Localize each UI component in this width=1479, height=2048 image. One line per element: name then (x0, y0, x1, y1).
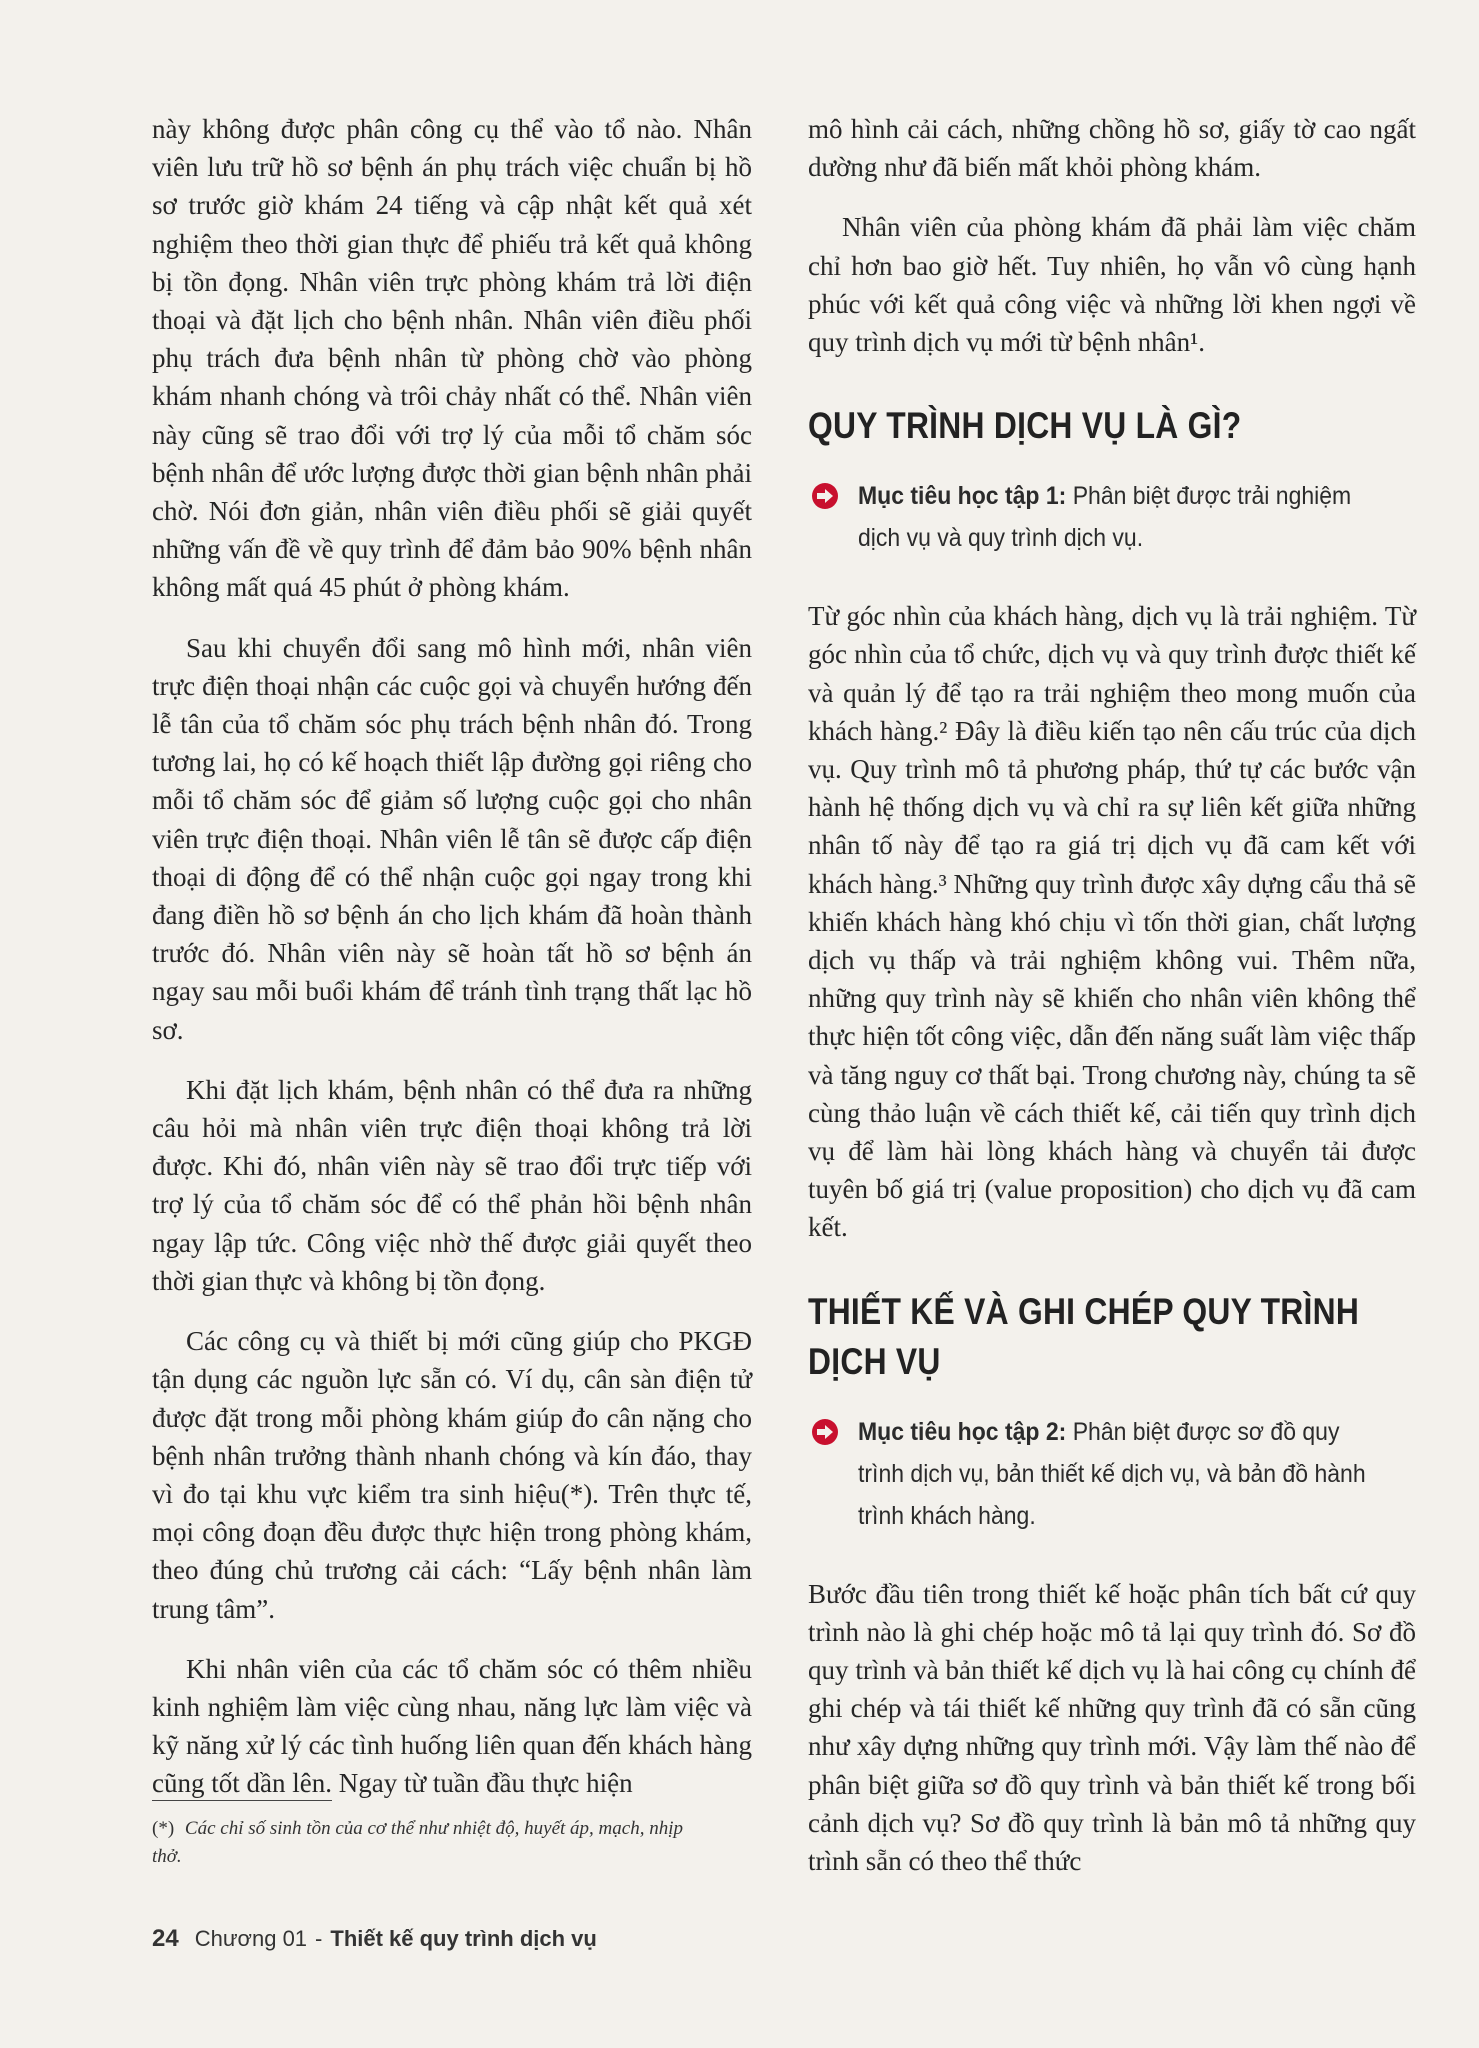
body-paragraph: Bước đầu tiên trong thiết kế hoặc phân tích bất cứ quy trình nào là ghi chép hoặc mô tả lại quy trình đó. Sơ đồ quy trình và bản thiết kế dịch vụ là hai công cụ chính để ghi chép và tái thiết kế những quy trình đã có sẵn cũng như xây dựng những quy trình mới. Vậy làm thế nào để phân biệt giữa sơ đồ quy trình và bản thiết kế trong bối cảnh dịch vụ? Sơ đồ quy trình là bản mô tả những quy trình sẵn có theo thể thức (808, 1578, 1416, 1877)
objective-label: Mục tiêu học tập 2: (858, 1417, 1067, 1446)
objective-description: Phân biệt được trải nghiệm dịch vụ và quy trình dịch vụ. (858, 482, 1352, 553)
body-paragraph: Khi nhân viên của các tổ chăm sóc có thêm nhiều kinh nghiệm làm việc cùng nhau, năng lực làm việc và kỹ năng xử lý các tình huống liên quan đến khách hàng cũng tốt dần lên. Ngay từ tuần đầu thực hiện (152, 1653, 752, 1799)
page-number: 24 (152, 1925, 179, 1952)
objective-label: Mục tiêu học tập 1: (858, 482, 1067, 511)
body-paragraph: Nhân viên của phòng khám đã phải làm việc chăm chỉ hơn bao giờ hết. Tuy nhiên, họ vẫn vô cùng hạnh phúc với kết quả công việc và những lời khen ngợi về quy trình dịch vụ mới từ bệnh nhân¹. (808, 212, 1416, 358)
body-paragraph: Khi đặt lịch khám, bệnh nhân có thể đưa ra những câu hỏi mà nhân viên trực điện thoại không trả lời được. Khi đó, nhân viên này sẽ trao đổi trực tiếp với trợ lý của tổ chăm sóc để có thể phản hồi bệnh nhân ngay lập tức. Công việc nhờ thế được giải quyết theo thời gian thực và không bị tồn đọng. (152, 1074, 752, 1296)
objective-description: Phân biệt được sơ đồ quy trình dịch vụ, bản thiết kế dịch vụ, và bản đồ hành trình khách hàng. (858, 1417, 1366, 1530)
chapter-title: Thiết kế quy trình dịch vụ (330, 1926, 597, 1951)
arrow-circle-icon (812, 1419, 838, 1445)
section-heading: THIẾT KẾ VÀ GHI CHÉP QUY TRÌNH DỊCH VỤ (808, 1290, 1360, 1382)
body-paragraph: mô hình cải cách, những chồng hồ sơ, giấy tờ cao ngất dường như đã biến mất khỏi phòng khám. (808, 114, 1416, 183)
body-paragraph: Từ góc nhìn của khách hàng, dịch vụ là trải nghiệm. Từ góc nhìn của tổ chức, dịch vụ và quy trình được thiết kế và quản lý để tạo ra trải nghiệm theo mong muốn của khách hàng.² Đây là điều kiến tạo nên cấu trúc của dịch vụ. Quy trình mô tả phương pháp, thứ tự các bước vận hành hệ thống dịch vụ và chỉ ra sự liên kết giữa những nhân tố này để tạo ra giá trị dịch vụ đã cam kết với khách hàng.³ Những quy trình được xây dựng cẩu thả sẽ khiến khách hàng khó chịu vì tốn thời gian, chất lượng dịch vụ thấp và trải nghiệm không vui. Thêm nữa, những quy trình này sẽ khiến cho nhân viên không thể thực hiện tốt công việc, dẫn đến năng suất làm việc thấp và tăng nguy cơ thất bại. Trong chương này, chúng ta sẽ cùng thảo luận về cách thiết kế, cải tiến quy trình dịch vụ để làm hài lòng khách hàng và chuyển tải được tuyên bố giá trị (value proposition) cho dịch vụ đã cam kết. (808, 601, 1416, 1243)
arrow-circle-icon (812, 483, 838, 509)
objective-text (858, 475, 1371, 559)
chapter-separator: - (315, 1926, 323, 1951)
body-paragraph: Sau khi chuyển đổi sang mô hình mới, nhân viên trực điện thoại nhận các cuộc gọi và chuyển hướng đến lễ tân của tổ chăm sóc phụ trách bệnh nhân đó. Trong tương lai, họ có kế hoạch thiết lập đường gọi riêng cho mỗi tổ chăm sóc để giảm số lượng cuộc gọi cho nhân viên trực điện thoại. Nhân viên lễ tân sẽ được cấp điện thoại di động để có thể nhận cuộc gọi ngay trong khi đang điền hồ sơ bệnh án cho lịch khám đã hoàn thành trước đó. Nhân viên này sẽ hoàn tất hồ sơ bệnh án ngay sau mỗi buổi khám để tránh tình trạng thất lạc hồ sơ. (152, 632, 752, 1045)
footnote (152, 1815, 712, 1871)
learning-objective (808, 1411, 1416, 1537)
body-paragraph: này không được phân công cụ thể vào tổ nào. Nhân viên lưu trữ hồ sơ bệnh án phụ trách việc chuẩn bị hồ sơ trước giờ khám 24 tiếng và cập nhật kết quả xét nghiệm theo thời gian thực để phiếu trả kết quả không bị tồn đọng. Nhân viên trực phòng khám trả lời điện thoại và đặt lịch cho bệnh nhân. Nhân viên điều phối phụ trách đưa bệnh nhân từ phòng chờ vào phòng khám nhanh chóng và trôi chảy nhất có thể. Nhân viên này cũng sẽ trao đổi với trợ lý của mỗi tổ chăm sóc bệnh nhân để ước lượng được thời gian bệnh nhân phải chờ. Nói đơn giản, nhân viên điều phối sẽ giải quyết những vấn đề về quy trình để đảm bảo 90% bệnh nhân không mất quá 45 phút ở phòng khám. (152, 114, 752, 603)
left-column (152, 110, 752, 1825)
section-heading: QUY TRÌNH DỊCH VỤ LÀ GÌ? (808, 405, 1242, 447)
right-column (808, 110, 1416, 1902)
body-paragraph: Các công cụ và thiết bị mới cũng giúp cho PKGĐ tận dụng các nguồn lực sẵn có. Ví dụ, cân sàn điện tử được đặt trong mỗi phòng khám giúp đo cân nặng cho bệnh nhân trưởng thành nhanh chóng và kín đáo, thay vì đo tại khu vực kiểm tra sinh hiệu(*). Trên thực tế, mọi công đoạn đều được thực hiện trong phòng khám, theo đúng chủ trương cải cách: “Lấy bệnh nhân làm trung tâm”. (152, 1326, 752, 1624)
footnote-mark: (*) (152, 1818, 175, 1839)
chapter-label: Chương 01 (194, 1926, 308, 1951)
footnote-divider (152, 1800, 332, 1801)
page-footer (152, 1925, 597, 1953)
learning-objective (808, 475, 1416, 559)
objective-text (858, 1411, 1371, 1537)
footnote-text: Các chỉ số sinh tồn của cơ thể như nhiệt độ, huyết áp, mạch, nhịp thở. (152, 1818, 683, 1867)
